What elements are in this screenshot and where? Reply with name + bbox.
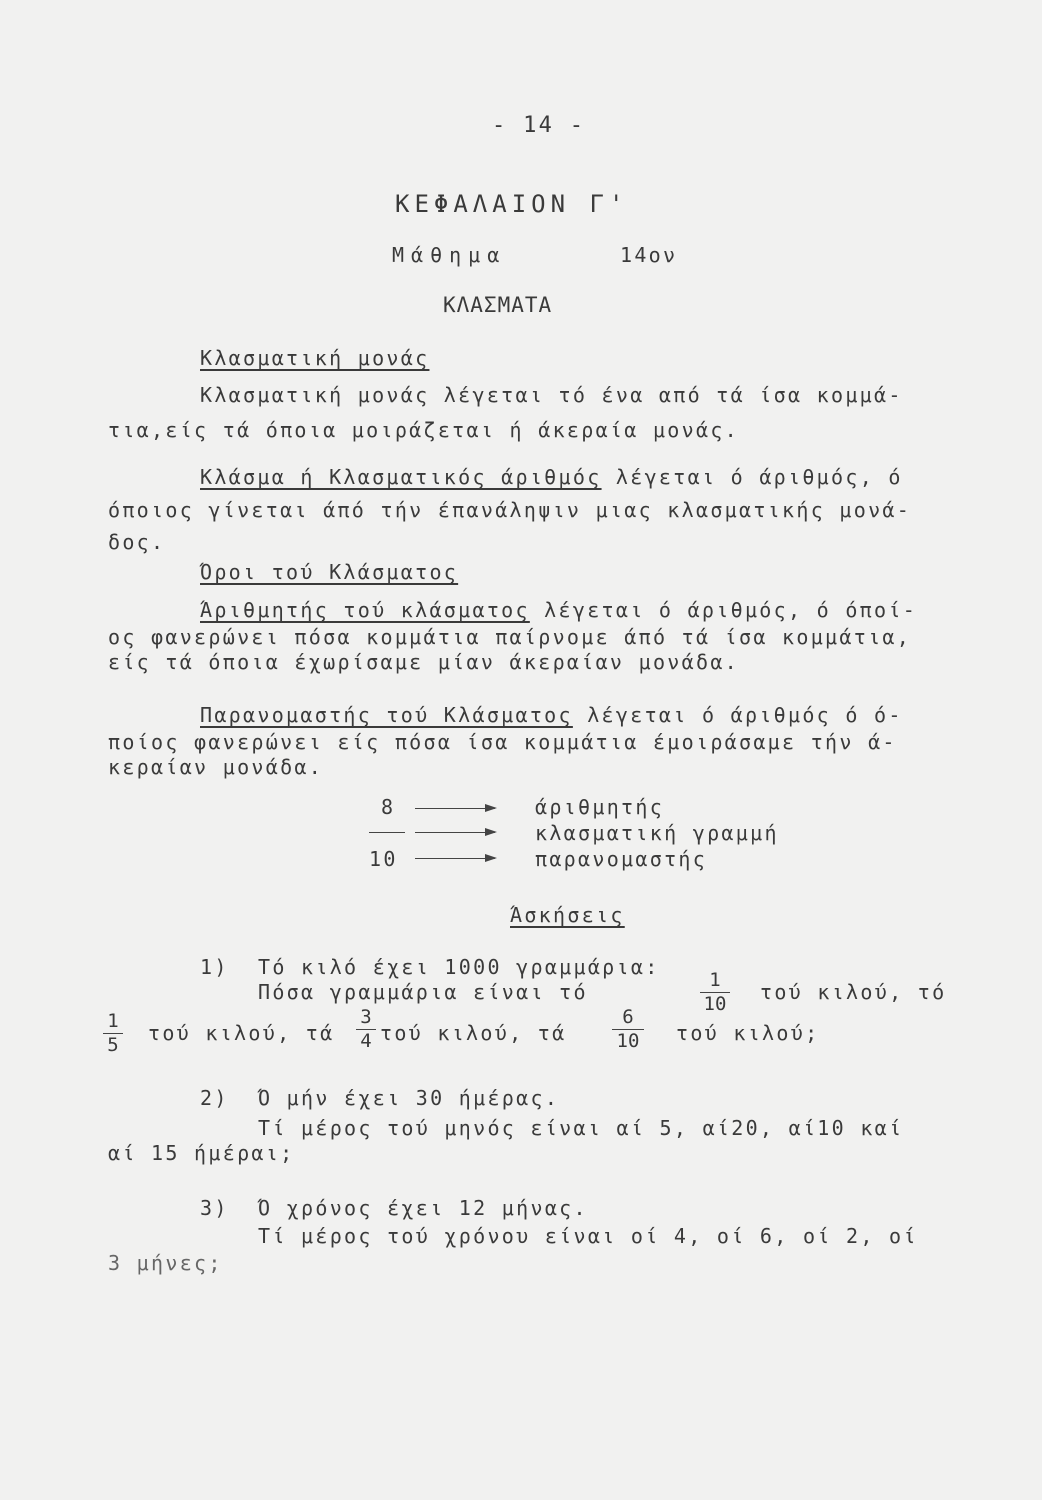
lesson-label: Μάθημα bbox=[392, 243, 507, 267]
denominator-line-1 bbox=[200, 705, 903, 725]
ex1-after-f4: τού κιλού; bbox=[676, 1021, 820, 1045]
f4-denominator: 10 bbox=[616, 1030, 640, 1052]
f1-denominator: 10 bbox=[703, 993, 727, 1015]
chapter-heading: ΚΕΦΑΛΑΙΟΝ Γ' bbox=[395, 190, 629, 218]
diagram-denominator: 10 bbox=[369, 847, 398, 871]
fraction-3-4 bbox=[356, 1008, 376, 1051]
terms-heading: Όροι τού Κλάσματος bbox=[200, 560, 459, 584]
denominator-rest: λέγεται ό άριθμός ό ό- bbox=[572, 703, 903, 727]
section-title: ΚΛΑΣΜΑΤΑ bbox=[443, 293, 553, 317]
diagram-label-denominator: παρανομαστής bbox=[535, 847, 708, 871]
f4-numerator: 6 bbox=[622, 1006, 634, 1028]
fraction-6-10 bbox=[612, 1008, 644, 1051]
ex1-after-f1: τού κιλού, τό bbox=[760, 980, 947, 1004]
fraction-line bbox=[369, 832, 405, 833]
ex3-line-1: Ό χρόνος έχει 12 μήνας. bbox=[258, 1196, 588, 1220]
arrow-line-icon bbox=[415, 832, 495, 833]
diagram-numerator: 8 bbox=[381, 795, 396, 819]
fraction-def-line-2: όποιος γίνεται άπό τήν έπανάληψιν μιας κλασματικής μονά- bbox=[108, 498, 912, 522]
fraction-def-rest: λέγεται ό άριθμός, ό bbox=[601, 465, 903, 489]
diagram-label-numerator: άριθμητής bbox=[535, 795, 665, 819]
fraction-1-10 bbox=[700, 971, 730, 1014]
denominator-line-2: ποίος φανερώνει είς πόσα ίσα κομμάτια έμοιράσαμε τήν ά- bbox=[108, 730, 897, 754]
f2-numerator: 1 bbox=[107, 1010, 119, 1032]
denominator-line-3: κεραίαν μονάδα. bbox=[108, 755, 324, 779]
unit-line-1: Κλασματική μονάς λέγεται τό ένα από τά ίσα κομμά- bbox=[200, 383, 903, 407]
unit-heading: Κλασματική μονάς bbox=[200, 346, 430, 370]
arrow-denominator-icon bbox=[415, 858, 495, 859]
numerator-term: Άριθμητής τού κλάσματος bbox=[200, 598, 530, 622]
ex1-number: 1) bbox=[200, 955, 229, 979]
denominator-term: Παρανομαστής τού Κλάσματος bbox=[200, 703, 573, 727]
ex2-line-1: Ό μήν έχει 30 ήμέρας. bbox=[258, 1086, 560, 1110]
ex1-after-f2: τού κιλού, τά bbox=[148, 1021, 335, 1045]
arrow-numerator-icon bbox=[415, 808, 495, 809]
exercises-heading: Άσκήσεις bbox=[510, 903, 625, 927]
ex3-line-3: 3 μήνες; bbox=[108, 1251, 223, 1275]
fraction-1-5 bbox=[103, 1012, 123, 1055]
fraction-term: Κλάσμα ή Κλασματικός άριθμός bbox=[200, 465, 602, 489]
numerator-line-3: είς τά όποια έχωρίσαμε μίαν άκεραίαν μονάδα. bbox=[108, 650, 740, 674]
lesson-number: 14ον bbox=[620, 243, 678, 267]
ex2-line-2: Τί μέρος τού μηνός είναι αί 5, αί20, αί10 καί bbox=[258, 1116, 904, 1140]
ex1-line-2: Πόσα γραμμάρια είναι τό bbox=[258, 980, 588, 1004]
numerator-line-2: ος φανερώνει πόσα κομμάτια παίρνομε άπό τά ίσα κομμάτια, bbox=[108, 625, 912, 649]
unit-line-2: τια,είς τά όποια μοιράζεται ή άκεραία μονάς. bbox=[108, 418, 740, 442]
ex3-line-2: Τί μέρος τού χρόνου είναι οί 4, οί 6, οί 2, οί bbox=[258, 1224, 918, 1248]
fraction-def-line-3: δος. bbox=[108, 530, 166, 554]
ex1-after-f3: τού κιλού, τά bbox=[380, 1021, 567, 1045]
ex2-number: 2) bbox=[200, 1086, 229, 1110]
f3-numerator: 3 bbox=[360, 1006, 372, 1028]
numerator-rest: λέγεται ό άριθμός, ό όποί- bbox=[529, 598, 918, 622]
fraction-def-line-1 bbox=[200, 467, 903, 487]
page-number: - 14 - bbox=[492, 113, 586, 138]
ex3-number: 3) bbox=[200, 1196, 229, 1220]
numerator-line-1 bbox=[200, 600, 917, 620]
f2-denominator: 5 bbox=[107, 1034, 119, 1056]
diagram-label-line: κλασματική γραμμή bbox=[535, 821, 779, 845]
ex1-line-1: Τό κιλό έχει 1000 γραμμάρια: bbox=[258, 955, 660, 979]
ex2-line-3: αί 15 ήμέραι; bbox=[108, 1141, 295, 1165]
f1-numerator: 1 bbox=[709, 969, 721, 991]
f3-denominator: 4 bbox=[360, 1030, 372, 1052]
